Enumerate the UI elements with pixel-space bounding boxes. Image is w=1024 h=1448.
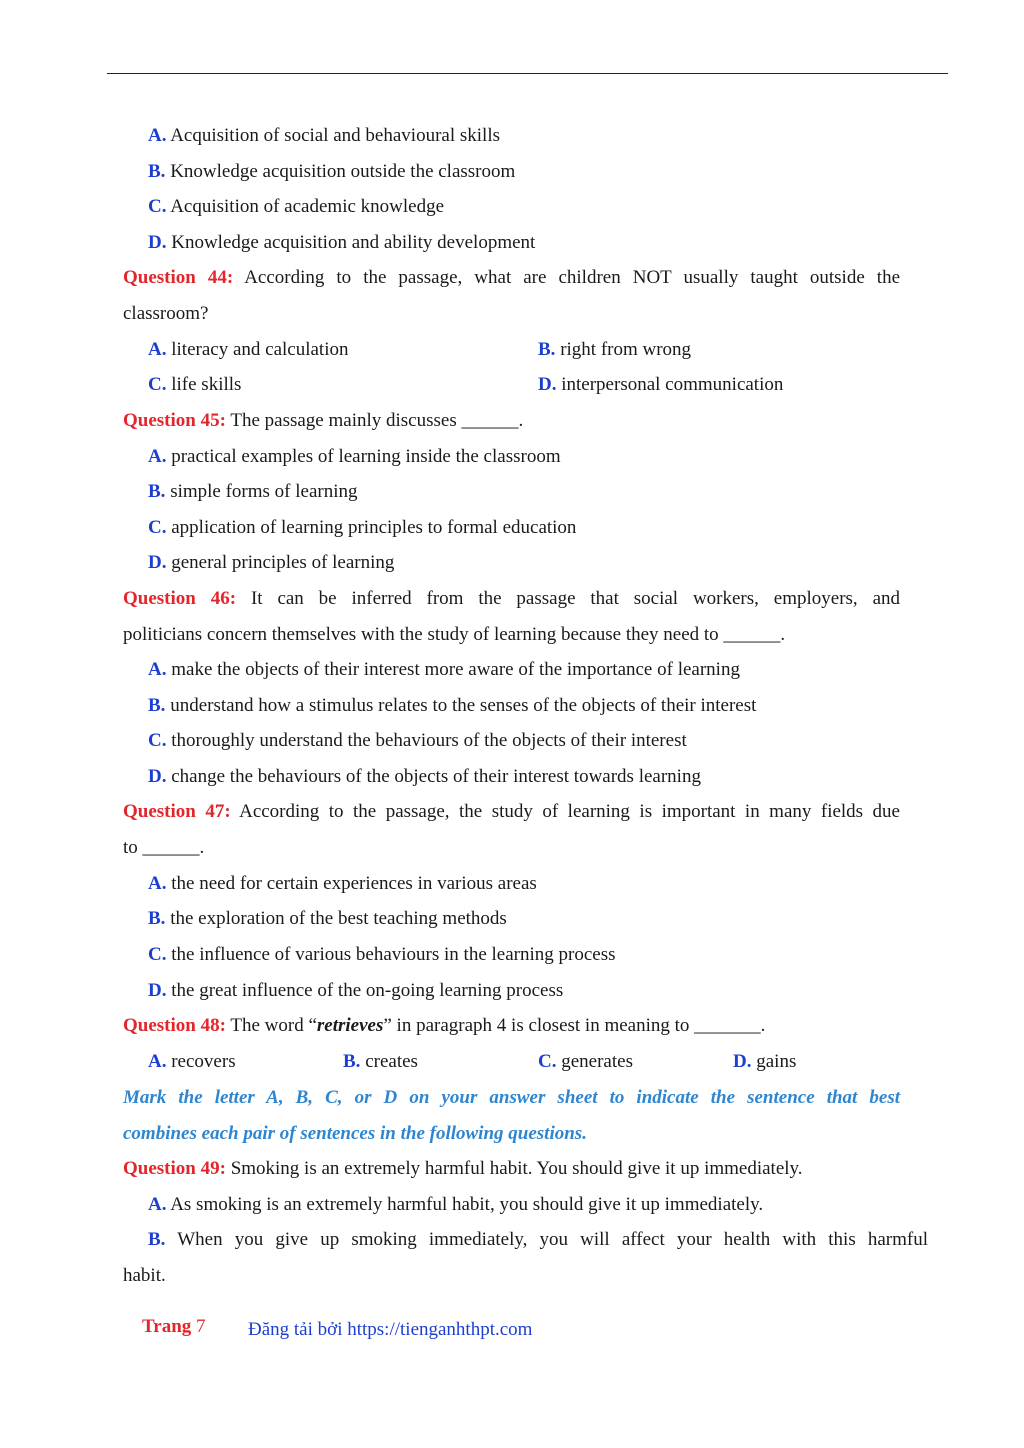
header-rule xyxy=(107,73,948,74)
q46-option-d[interactable]: D. change the behaviours of the objects of their interest towards learning xyxy=(148,766,701,787)
q49-stem: Question 49: Smoking is an extremely harmful habit. You should give it up immediately. xyxy=(123,1158,803,1179)
q48-option-c[interactable]: C. generates xyxy=(538,1051,633,1072)
q45-stem: Question 45: The passage mainly discusses ______. xyxy=(123,410,524,431)
q43-option-b[interactable]: B. Knowledge acquisition outside the classroom xyxy=(148,161,516,182)
q46-option-c[interactable]: C. thoroughly understand the behaviours of the objects of their interest xyxy=(148,730,687,751)
q47-option-d[interactable]: D. the great influence of the on-going learning process xyxy=(148,980,564,1001)
q47-stem-line2: to ______. xyxy=(123,837,205,858)
page-number: Trang 7 xyxy=(142,1316,206,1337)
q44-option-d[interactable]: D. interpersonal communication xyxy=(538,374,784,395)
q47-stem-line1: Question 47: According to the passage, the study of learning is important in many fields due xyxy=(123,801,900,822)
q48-option-b[interactable]: B. creates xyxy=(343,1051,418,1072)
q47-option-c[interactable]: C. the influence of various behaviours in the learning process xyxy=(148,944,616,965)
instruction-line1: Mark the letter A, B, C, or D on your answer sheet to indicate the sentence that best xyxy=(123,1087,900,1108)
uploaded-by-link[interactable]: Đăng tải bởi https://tienganhthpt.com xyxy=(248,1319,533,1340)
q47-option-a[interactable]: A. the need for certain experiences in various areas xyxy=(148,873,537,894)
q43-option-d[interactable]: D. Knowledge acquisition and ability development xyxy=(148,232,536,253)
q48-stem: Question 48: The word “retrieves” in paragraph 4 is closest in meaning to _______. xyxy=(123,1015,766,1036)
instruction-line2: combines each pair of sentences in the following questions. xyxy=(123,1123,587,1144)
q44-stem-line1: Question 44: According to the passage, what are children NOT usually taught outside the xyxy=(123,267,901,288)
q46-stem-line1: Question 46: It can be inferred from the passage that social workers, employers, and xyxy=(123,588,900,609)
q43-option-c[interactable]: C. Acquisition of academic knowledge xyxy=(148,196,445,217)
q49-option-b[interactable]: B. When you give up smoking immediately, you will affect your health with this harmful xyxy=(148,1229,928,1250)
q45-option-b[interactable]: B. simple forms of learning xyxy=(148,481,358,502)
q48-option-a[interactable]: A. recovers xyxy=(148,1051,236,1072)
q49-option-b-continued: habit. xyxy=(123,1265,166,1286)
q46-option-b[interactable]: B. understand how a stimulus relates to the senses of the objects of their interest xyxy=(148,695,757,716)
q49-option-a[interactable]: A. As smoking is an extremely harmful habit, you should give it up immediately. xyxy=(148,1194,764,1215)
q43-option-a[interactable]: A. Acquisition of social and behavioural skills xyxy=(148,125,500,146)
q44-option-a[interactable]: A. literacy and calculation xyxy=(148,339,349,360)
q47-option-b[interactable]: B. the exploration of the best teaching methods xyxy=(148,908,507,929)
q44-option-b[interactable]: B. right from wrong xyxy=(538,339,692,360)
q46-option-a[interactable]: A. make the objects of their interest more aware of the importance of learning xyxy=(148,659,740,680)
q46-stem-line2: politicians concern themselves with the study of learning because they need to ______. xyxy=(123,624,786,645)
q45-option-a[interactable]: A. practical examples of learning inside the classroom xyxy=(148,446,561,467)
q44-option-c[interactable]: C. life skills xyxy=(148,374,242,395)
q48-option-d[interactable]: D. gains xyxy=(733,1051,797,1072)
q44-stem-line2: classroom? xyxy=(123,303,209,324)
q45-option-c[interactable]: C. application of learning principles to formal education xyxy=(148,517,577,538)
q45-option-d[interactable]: D. general principles of learning xyxy=(148,552,395,573)
